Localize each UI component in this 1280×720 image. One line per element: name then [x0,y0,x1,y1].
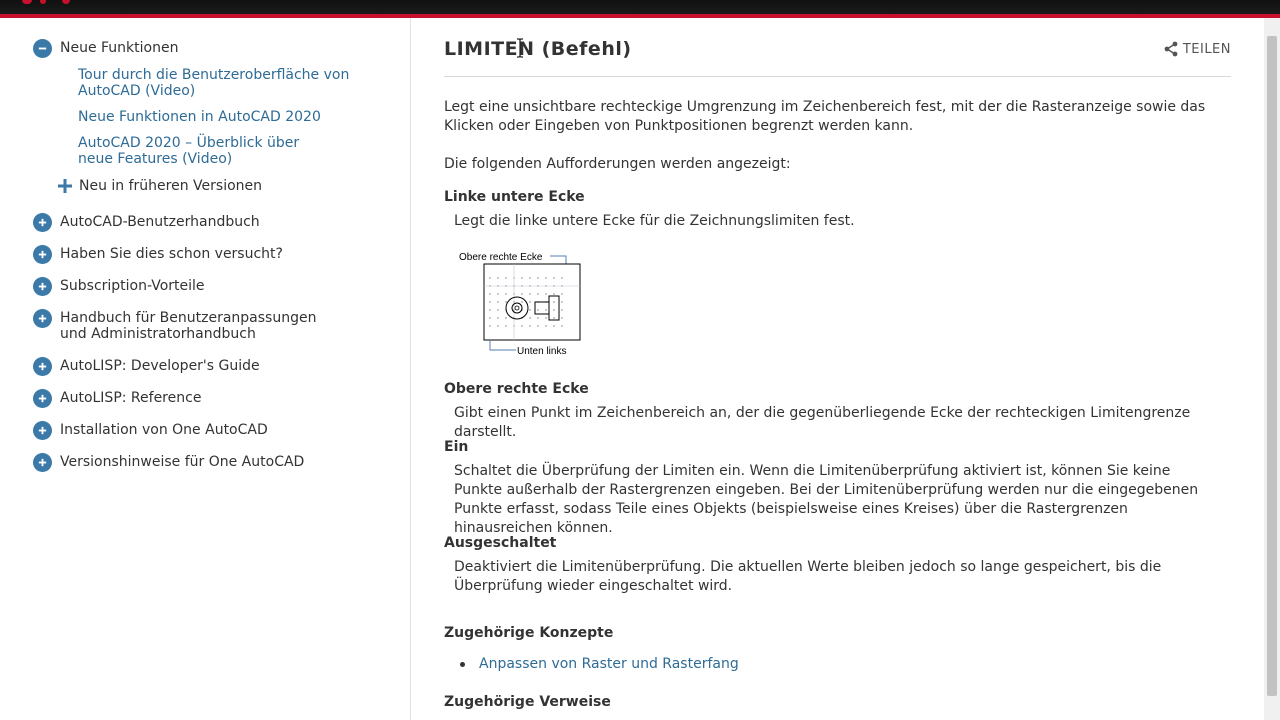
title-divider [444,76,1231,77]
toc-item-label: Handbuch für Benutzeranpassungen und Administratorhandbuch [60,310,317,342]
toc-subitem-neue-funktionen-2020[interactable]: Neue Funktionen in AutoCAD 2020 [78,109,321,125]
intro-text: Legt eine unsichtbare rechteckige Umgrenzung im Zeichenbereich fest, mit der die Rasteranzeige sowie das Klicken oder Eingeben von Punktpositionen begrenzt werden kann. [444,99,1206,134]
toc-item[interactable] [33,422,268,440]
plus-circle-icon[interactable] [33,389,52,408]
plus-circle-icon[interactable] [33,357,52,376]
section-text: Gibt einen Punkt im Zeichenbereich an, der die gegenüberliegende Ecke der rechteckigen Limitengrenze darstellt. [454,405,1191,440]
toc-item-label: Haben Sie dies schon versucht? [60,246,283,262]
logo-fragment [22,0,32,4]
toc-item-label: Installation von One AutoCAD [60,422,268,438]
toc-item-label: Versionshinweise für One AutoCAD [60,454,305,470]
figure-label-top: Obere rechte Ecke [459,252,543,263]
toc-subitem-ueberblick[interactable]: AutoCAD 2020 – Überblick über neue Features (Video) [78,135,300,167]
toc-item[interactable] [33,310,333,342]
figure-label-bottom: Unten links [517,346,567,356]
plus-icon[interactable] [58,179,72,193]
section-heading: Obere rechte Ecke [444,381,589,397]
toc-item[interactable] [33,390,201,408]
toc-item-label: AutoLISP: Developer's Guide [60,358,260,374]
toc-item[interactable] [33,278,205,296]
prompts-intro: Die folgenden Aufforderungen werden angezeigt: [444,156,791,172]
share-label: TEILEN [1182,41,1231,57]
plus-circle-icon[interactable] [33,309,52,328]
page-scrollbar[interactable] [1264,18,1280,720]
limits-diagram [458,250,588,356]
plus-circle-icon[interactable] [33,245,52,264]
plus-circle-icon[interactable] [33,277,52,296]
section-heading: Ein [444,439,469,455]
toc-subitem-label: Neu in früheren Versionen [79,178,263,194]
related-references-heading: Zugehörige Verweise [444,694,611,710]
toc-subitem-fruehere-versionen[interactable] [58,178,262,194]
toc-item-label: Neue Funktionen [60,40,179,56]
scrollbar-thumb[interactable] [1267,36,1277,696]
share-button[interactable] [1163,41,1231,57]
plus-circle-icon[interactable] [33,213,52,232]
toc-item[interactable] [33,246,283,264]
related-concept-item [460,656,739,672]
toc-item-label: Subscription-Vorteile [60,278,205,294]
plus-circle-icon[interactable] [33,421,52,440]
text-cursor-icon [515,38,525,58]
toc-item[interactable] [33,358,260,376]
browser-top-bar [0,0,1280,18]
section-heading: Linke untere Ecke [444,189,585,205]
bullet-dot [460,662,465,667]
toc-item-label: AutoCAD-Benutzerhandbuch [60,214,260,230]
plus-circle-icon[interactable] [33,453,52,472]
share-icon [1163,41,1179,57]
related-concept-link[interactable]: Anpassen von Raster und Rasterfang [479,656,739,672]
sidebar-toc [0,18,411,720]
section-text: Schaltet die Überprüfung der Limiten ein. Wenn die Limitenüberprüfung aktiviert ist, können Sie keine Punkte außerhalb der Rastergrenzen eingeben. Bei der Limitenüberprüfung werden nur die eingegebenen Punkte erfasst, sodass Teile eines Objekts (beispielsweise eines Kreises) über die Rastergrenzen hinausreichen können. [454,463,1199,536]
logo-fragment [62,0,70,4]
toc-item[interactable] [33,214,260,232]
section-text: Deaktiviert die Limitenüberprüfung. Die aktuellen Werte bleiben jedoch so lange gespeichert, bis die Überprüfung wieder eingeschaltet wird. [454,559,1162,594]
toc-subitem-tour[interactable]: Tour durch die Benutzeroberfläche von AutoCAD (Video) [78,67,350,99]
related-concepts-heading: Zugehörige Konzepte [444,625,614,641]
toc-item-label: AutoLISP: Reference [60,390,202,406]
toc-item-neue-funktionen[interactable] [33,40,178,58]
section-text: Legt die linke untere Ecke für die Zeichnungslimiten fest. [454,213,855,229]
toc-item[interactable] [33,454,304,472]
section-heading: Ausgeschaltet [444,535,557,551]
page-title: LIMITEN (Befehl) [444,38,632,60]
logo-fragment [40,0,46,4]
minus-circle-icon[interactable] [33,39,52,58]
